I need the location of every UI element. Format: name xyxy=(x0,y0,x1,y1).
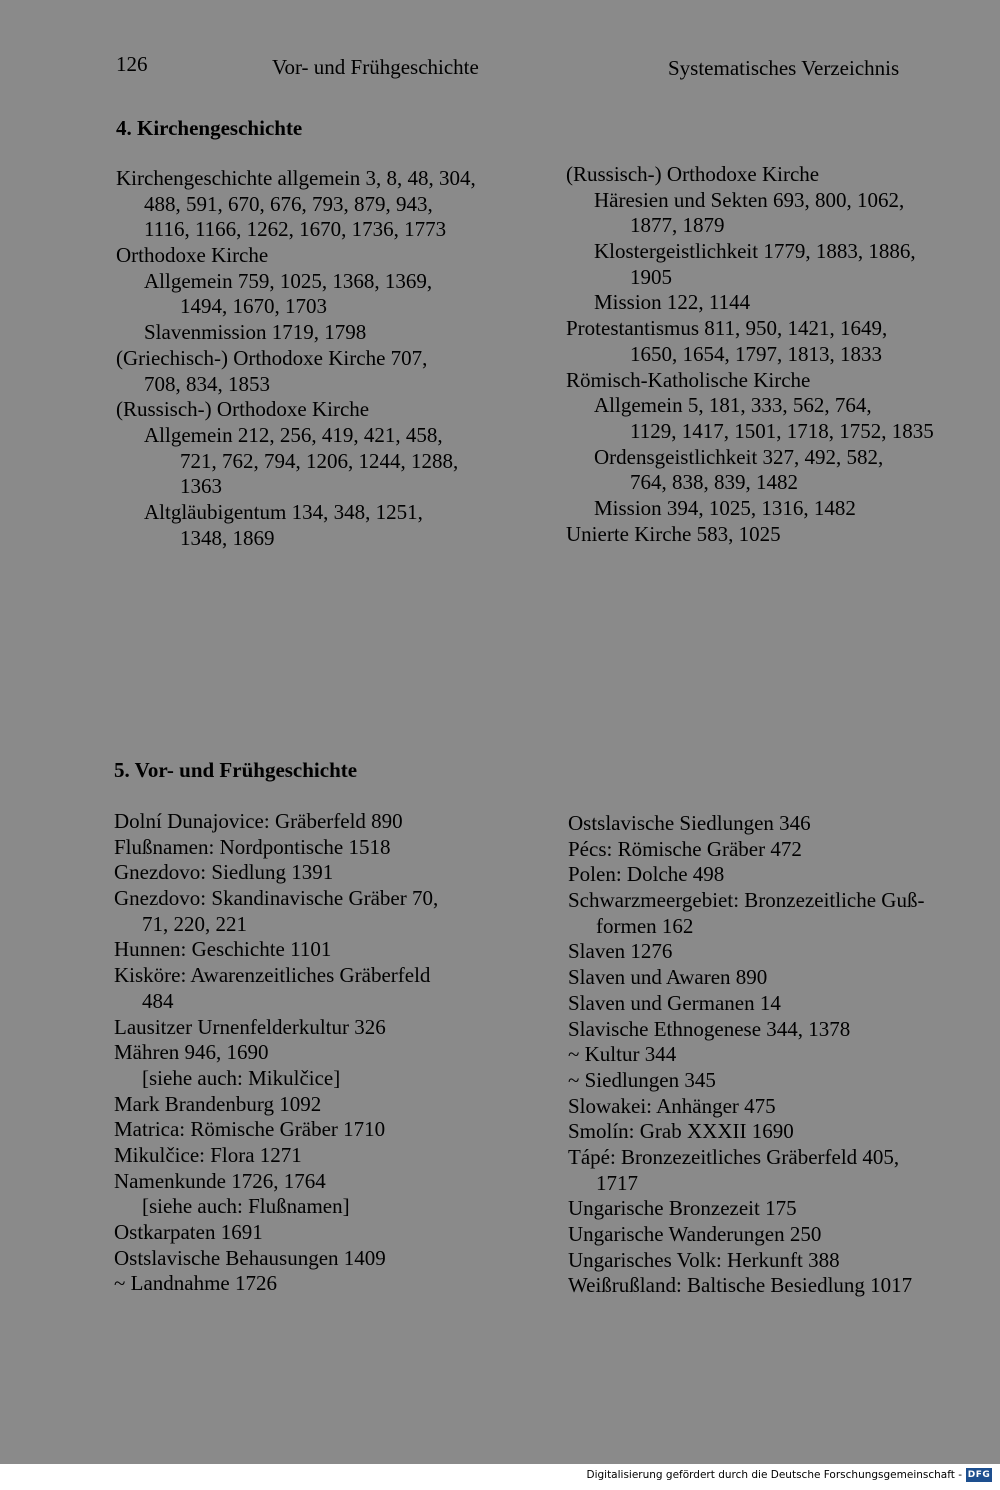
index-entry-line: formen 162 xyxy=(596,913,694,938)
index-entry-line: 708, 834, 1853 xyxy=(144,371,270,396)
index-entry-line: Gnezdovo: Skandinavische Gräber 70, xyxy=(114,886,439,911)
footer-credit: Digitalisierung gefördert durch die Deutsche Forschungsgemeinschaft - xyxy=(586,1469,962,1481)
index-entry-line: 721, 762, 794, 1206, 1244, 1288, xyxy=(180,448,459,473)
index-entry-line: 1717 xyxy=(596,1170,638,1195)
section-4-left-column xyxy=(116,166,476,551)
index-entry-line: Mark Brandenburg 1092 xyxy=(114,1091,322,1116)
index-entry-line: Lausitzer Urnenfelderkultur 326 xyxy=(114,1014,386,1039)
section-4-right-column xyxy=(566,162,934,547)
index-entry-line: Häresien und Sekten 693, 800, 1062, xyxy=(594,187,905,212)
index-entry-line: 71, 220, 221 xyxy=(142,911,247,936)
index-entry-line: Orthodoxe Kirche xyxy=(116,243,269,268)
dfg-logo: DFG xyxy=(967,1470,991,1480)
index-entry-line: Pécs: Römische Gräber 472 xyxy=(568,836,802,861)
index-entry-line: Römisch-Katholische Kirche xyxy=(566,367,811,392)
index-entry-line: Allgemein 212, 256, 419, 421, 458, xyxy=(144,422,443,447)
index-entry-line: Ostslavische Behausungen 1409 xyxy=(114,1245,386,1270)
index-entry-line: Ungarisches Volk: Herkunft 388 xyxy=(568,1247,840,1272)
index-entry-line: 1129, 1417, 1501, 1718, 1752, 1835 xyxy=(630,418,934,443)
index-entry-line: Mikulčice: Flora 1271 xyxy=(114,1142,302,1167)
index-entry-line: Smolín: Grab XXXII 1690 xyxy=(568,1119,794,1144)
section-name: Systematisches Verzeichnis xyxy=(668,56,900,80)
index-entry-line: Matrica: Römische Gräber 1710 xyxy=(114,1117,386,1142)
index-entry-line: Ungarische Wanderungen 250 xyxy=(568,1222,822,1246)
index-entry-line: 1363 xyxy=(180,474,222,499)
index-entry-line: Slaven und Awaren 890 xyxy=(568,965,768,990)
index-entry-line: 484 xyxy=(142,988,174,1013)
index-entry-line: Slavenmission 1719, 1798 xyxy=(144,320,367,345)
index-entry-line: 1348, 1869 xyxy=(180,525,275,550)
index-entry-line: Ostslavische Siedlungen 346 xyxy=(568,811,811,835)
index-entry-line: Slowakei: Anhänger 475 xyxy=(568,1093,776,1118)
section-5-left-column xyxy=(114,809,438,1297)
index-entry-line: Slaven und Germanen 14 xyxy=(568,990,781,1015)
index-entry-line: Altgläubigentum 134, 348, 1251, xyxy=(144,499,423,524)
index-entry-line: 1116, 1166, 1262, 1670, 1736, 1773 xyxy=(144,217,447,242)
index-entry-line: [siehe auch: Mikulčice] xyxy=(142,1065,341,1090)
index-entry-line: Slaven 1276 xyxy=(568,939,673,964)
index-entry-line: ~ Kultur 344 xyxy=(568,1042,677,1067)
page-number: 126 xyxy=(116,52,148,76)
index-entry-line: 1905 xyxy=(630,264,672,289)
index-entry-line: Gnezdovo: Siedlung 1391 xyxy=(114,860,334,885)
running-title: Vor- und Frühgeschichte xyxy=(272,55,479,79)
index-entry-line: Flußnamen: Nordpontische 1518 xyxy=(114,834,391,859)
index-entry-line: Unierte Kirche 583, 1025 xyxy=(566,521,781,546)
index-entry-line: Slavische Ethnogenese 344, 1378 xyxy=(568,1016,851,1041)
digitization-footer xyxy=(0,1464,1000,1490)
index-entry-line: Tápé: Bronzezeitliches Gräberfeld 405, xyxy=(568,1144,900,1169)
index-entry-line: Allgemein 5, 181, 333, 562, 764, xyxy=(594,393,872,418)
section-4-title: 4. Kirchengeschichte xyxy=(116,116,303,140)
index-entry-line: Mission 122, 1144 xyxy=(594,290,751,315)
index-entry-line: Mission 394, 1025, 1316, 1482 xyxy=(594,495,856,520)
index-entry-line: Ungarische Bronzezeit 175 xyxy=(568,1196,797,1221)
index-entry-line: ~ Siedlungen 345 xyxy=(568,1067,716,1092)
index-entry-line: 1877, 1879 xyxy=(630,213,725,238)
index-entry-line: Schwarzmeergebiet: Bronzezeitliche Guß- xyxy=(568,888,925,913)
index-entry-line: Weißrußland: Baltische Besiedlung 1017 xyxy=(568,1273,913,1298)
index-entry-line: (Russisch-) Orthodoxe Kirche xyxy=(116,397,370,422)
index-entry-line: Dolní Dunajovice: Gräberfeld 890 xyxy=(114,809,403,833)
index-entry-line: (Russisch-) Orthodoxe Kirche xyxy=(566,162,820,186)
index-entry-line: 1494, 1670, 1703 xyxy=(180,294,327,319)
index-entry-line: Namenkunde 1726, 1764 xyxy=(114,1168,326,1193)
index-entry-line: Mähren 946, 1690 xyxy=(114,1040,269,1065)
index-entry-line: Klostergeistlichkeit 1779, 1883, 1886, xyxy=(594,239,916,264)
index-entry-line: Hunnen: Geschichte 1101 xyxy=(114,937,332,962)
section-5-right-column xyxy=(568,811,924,1299)
index-entry-line: 488, 591, 670, 676, 793, 879, 943, xyxy=(144,191,433,216)
index-entry-line: ~ Landnahme 1726 xyxy=(114,1271,277,1296)
index-entry-line: (Griechisch-) Orthodoxe Kirche 707, xyxy=(116,345,428,370)
section-5-title: 5. Vor- und Frühgeschichte xyxy=(114,758,358,782)
index-entry-line: Ostkarpaten 1691 xyxy=(114,1220,263,1244)
index-entry-line: 764, 838, 839, 1482 xyxy=(630,470,798,495)
index-entry-line: Ordensgeistlichkeit 327, 492, 582, xyxy=(594,444,884,469)
index-entry-line: Protestantismus 811, 950, 1421, 1649, xyxy=(566,316,888,341)
index-entry-line: [siehe auch: Flußnamen] xyxy=(142,1194,350,1219)
index-entry-line: Polen: Dolche 498 xyxy=(568,862,725,887)
index-entry-line: Allgemein 759, 1025, 1368, 1369, xyxy=(144,268,433,293)
index-entry-line: Kisköre: Awarenzeitliches Gräberfeld xyxy=(114,963,431,988)
index-entry-line: Kirchengeschichte allgemein 3, 8, 48, 304, xyxy=(116,166,476,190)
index-entry-line: 1650, 1654, 1797, 1813, 1833 xyxy=(630,341,882,366)
